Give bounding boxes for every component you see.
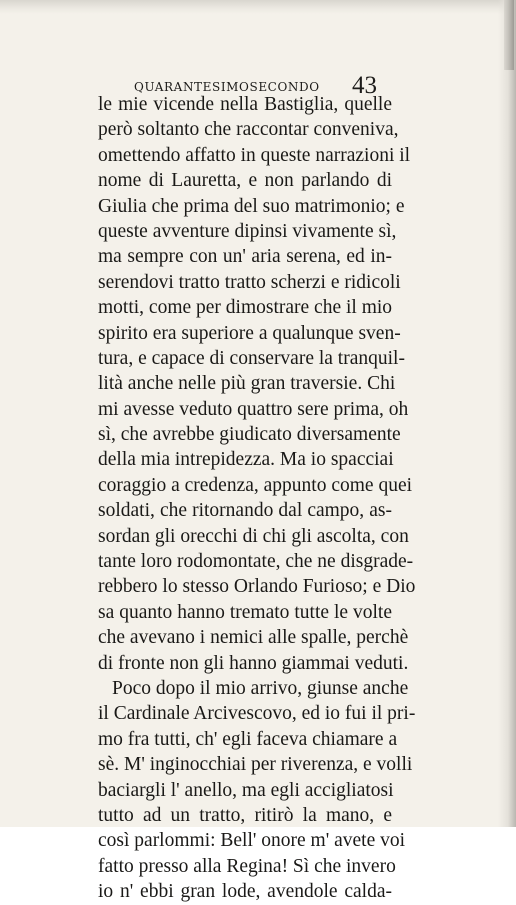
page-right-edge xyxy=(498,0,516,827)
text-line: tutto ad un tratto, ritirò la mano, e xyxy=(98,804,392,826)
text-line: soldati, che ritornando dal campo, as- xyxy=(98,500,392,522)
text-line: che avevano i nemici alle spalle, perchè xyxy=(98,627,409,649)
text-line: io n' ebbi gran lode, avendole calda- xyxy=(98,881,392,903)
text-line: rebbero lo stesso Orlando Furioso; e Dio xyxy=(98,576,416,598)
text-line: serendovi tratto tratto scherzi e ridicoli xyxy=(98,271,401,293)
text-line: mo fra tutti, ch' egli faceva chiamare a xyxy=(98,728,398,750)
text-line: baciargli l' anello, ma egli accigliatosi xyxy=(98,779,394,801)
text-line: sè. M' inginocchiai per riverenza, e volli xyxy=(98,754,413,776)
text-line: spirito era superiore a qualunque sven- xyxy=(98,322,401,344)
text-line: tante loro rodomontate, che ne disgrade- xyxy=(98,551,414,573)
page-number: 43 xyxy=(352,72,377,99)
text-line: omettendo affatto in queste narrazioni il xyxy=(98,144,411,166)
text-line: di fronte non gli hanno giammai veduti. xyxy=(98,652,409,674)
text-line: però soltanto che raccontar conveniva, xyxy=(98,119,399,141)
text-line: sa quanto hanno tremato tutte le volte xyxy=(98,601,392,623)
binding-shadow xyxy=(504,0,514,70)
text-line: fatto presso alla Regina! Sì che invero xyxy=(98,855,396,877)
text-line: il Cardinale Arcivescovo, ed io fui il pri- xyxy=(98,703,416,725)
text-line: nome di Lauretta, e non parlando di xyxy=(98,170,392,192)
text-line: sì, che avrebbe giudicato diversamente xyxy=(98,424,401,446)
text-line: mi avesse veduto quattro sere prima, oh xyxy=(98,398,409,420)
text-line: così parlommi: Bell' onore m' avete voi xyxy=(98,830,406,852)
text-line: della mia intrepidezza. Ma io spacciai xyxy=(98,449,394,471)
page-top-shadow xyxy=(0,0,516,14)
text-line: le mie vicende nella Bastiglia, quelle xyxy=(98,94,392,115)
body-text xyxy=(98,92,416,905)
text-line: ma sempre con un' aria serena, ed in- xyxy=(98,246,392,268)
text-line: coraggio a credenza, appunto come quei xyxy=(98,474,413,496)
text-line: Giulia che prima del suo matrimonio; e xyxy=(98,195,405,217)
text-line: Poco dopo il mio arrivo, giunse anche xyxy=(112,677,409,699)
text-line: queste avventure dipinsi vivamente sì, xyxy=(98,220,397,242)
text-line: sordan gli orecchi di chi gli ascolta, con xyxy=(98,525,409,547)
text-line: tura, e capace di conservare la tranquil- xyxy=(98,347,405,369)
text-line: lità anche nelle più gran traversie. Chi xyxy=(98,373,396,395)
text-line: motti, come per dimostrare che il mio xyxy=(98,297,393,319)
running-title: QUARANTESIMOSECONDO xyxy=(134,80,320,94)
